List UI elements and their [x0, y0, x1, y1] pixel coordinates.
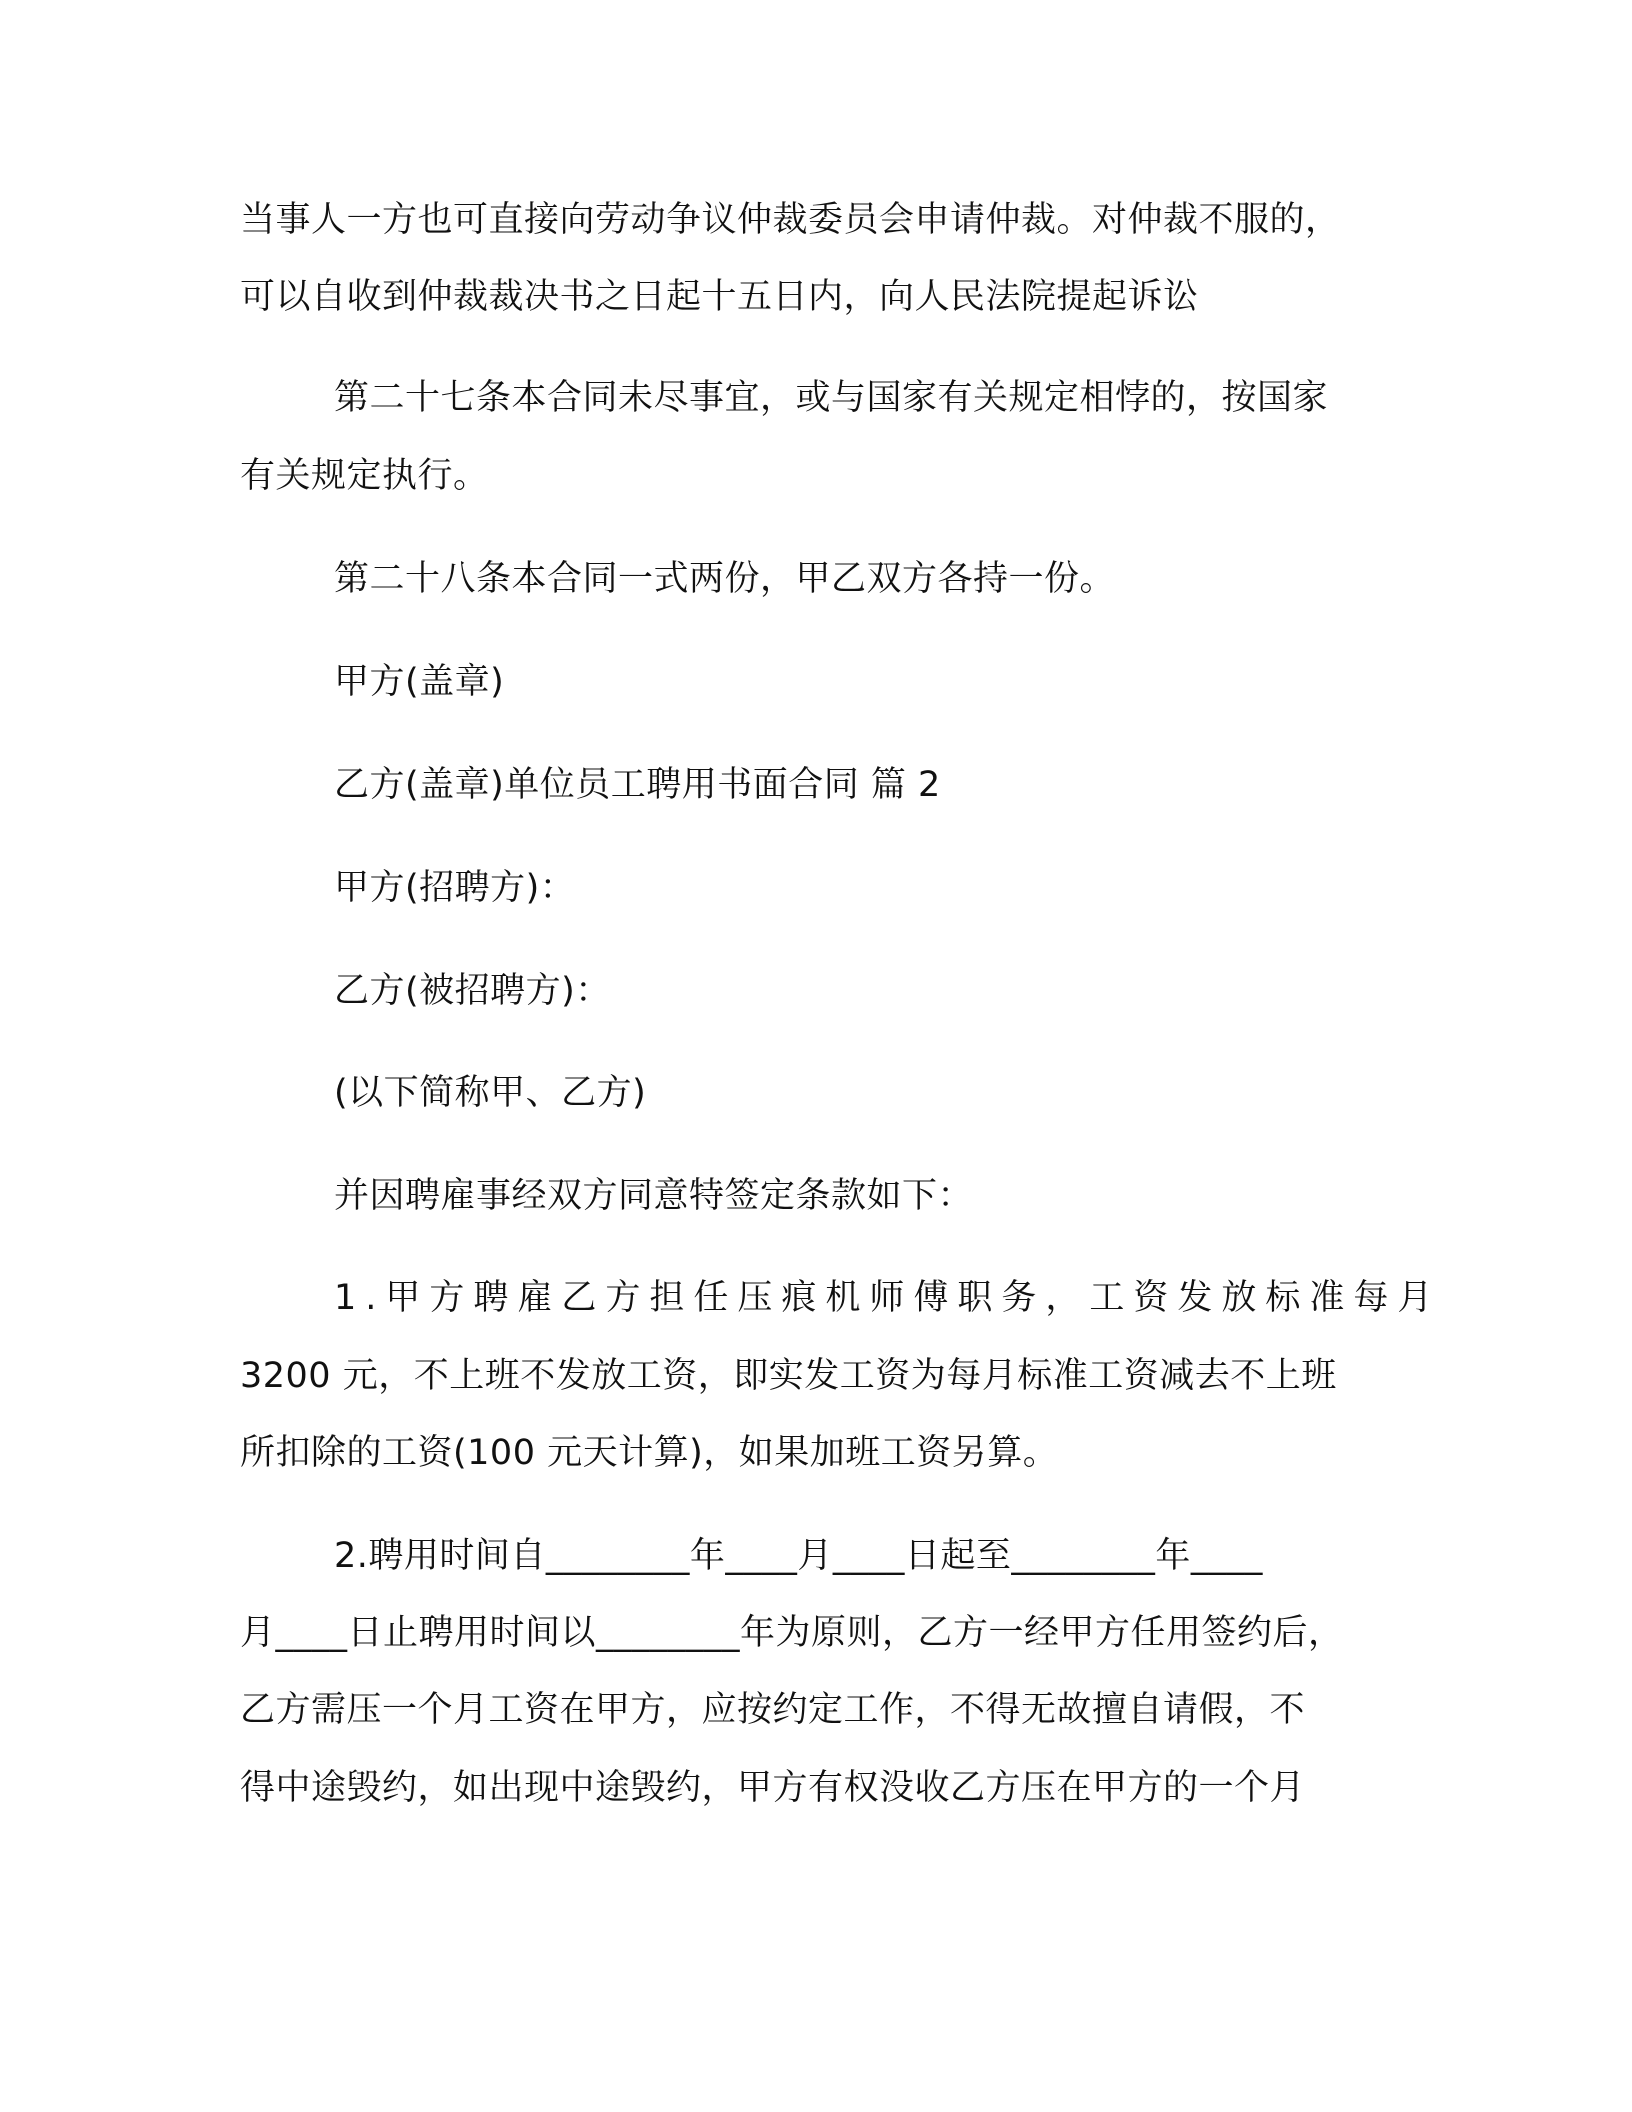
text-line-4: 有关规定执行。: [240, 456, 489, 496]
text-line-7: 乙方(盖章)单位员工聘用书面合同 篇 2: [334, 765, 941, 805]
text-line-13: 3200 元，不上班不发放工资，即实发工资为每月标准工资减去不上班: [240, 1356, 1337, 1396]
text-line-8: 甲方(招聘方)：: [334, 868, 576, 908]
text-line-18: 得中途毁约，如出现中途毁约，甲方有权没收乙方压在甲方的一个月: [240, 1768, 1306, 1808]
text-line-10: (以下简称甲、乙方): [334, 1073, 647, 1113]
text-line-17: 乙方需压一个月工资在甲方，应按约定工作，不得无故擅自请假，不: [240, 1690, 1306, 1730]
text-line-15: 2.聘用时间自________年____月____日起至________年____: [334, 1536, 1263, 1576]
text-line-2: 可以自收到仲裁裁决书之日起十五日内，向人民法院提起诉讼: [240, 277, 1199, 317]
text-line-5: 第二十八条本合同一式两份，甲乙双方各持一份。: [334, 559, 1116, 599]
text-line-1: 当事人一方也可直接向劳动争议仲裁委员会申请仲裁。对仲裁不服的，: [240, 200, 1341, 240]
text-line-16: 月____日止聘用时间以________年为原则，乙方一经甲方任用签约后，: [240, 1613, 1344, 1653]
text-line-14: 所扣除的工资(100 元天计算)，如果加班工资另算。: [240, 1433, 1059, 1473]
text-line-11: 并因聘雇事经双方同意特签定条款如下：: [334, 1176, 974, 1216]
text-line-3: 第二十七条本合同未尽事宜，或与国家有关规定相悖的，按国家: [334, 378, 1329, 418]
text-line-12: 1.甲方聘雇乙方担任压痕机师傅职务，工资发放标准每月: [334, 1278, 1442, 1318]
text-line-6: 甲方(盖章): [334, 662, 505, 702]
text-line-9: 乙方(被招聘方)：: [334, 971, 611, 1011]
